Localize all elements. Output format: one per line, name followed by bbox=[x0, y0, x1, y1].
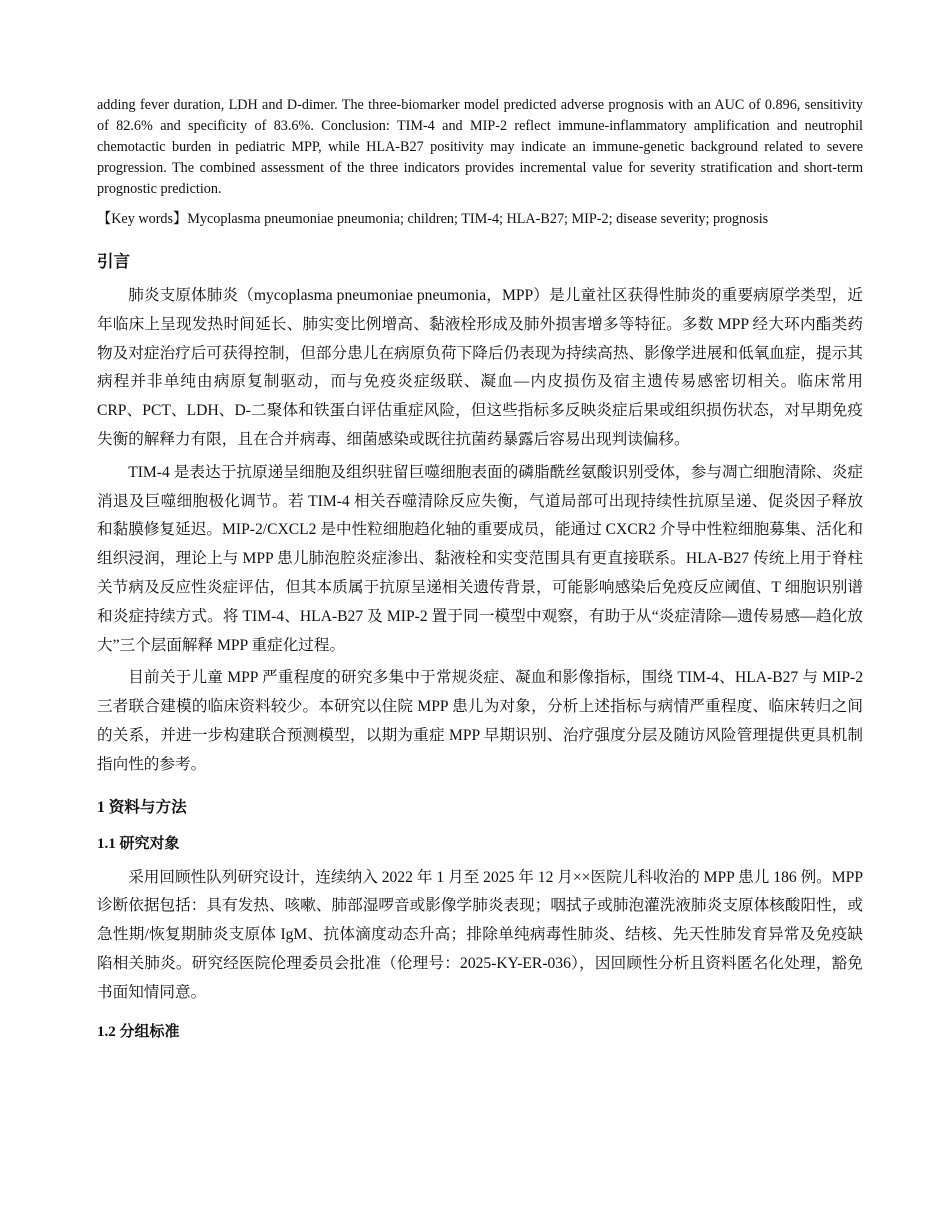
keywords-text: Mycoplasma pneumoniae pneumonia; children; TIM-4; HLA-B27; MIP-2; disease severity; prognosis bbox=[187, 211, 769, 227]
subsection-heading-grouping-criteria: 1.2 分组标准 bbox=[97, 1023, 180, 1040]
document-page bbox=[97, 95, 863, 1052]
intro-paragraph-3: 目前关于儿童 MPP 严重程度的研究多集中于常规炎症、凝血和影像指标，围绕 TIM-4、HLA-B27 与 MIP-2 三者联合建模的临床资料较少。本研究以住院 MPP 患儿为对象，分析上述指标与病情严重程度、临床转归之间的关系，并进一步构建联合预测模型，以期为重症 MPP 早期识别、治疗强度分层及随访风险管理提供更具机制指向性的参考。 bbox=[97, 669, 863, 773]
abstract-english-tail: adding fever duration, LDH and D-dimer. The three-biomarker model predicted adverse prognosis with an AUC of 0.896, sensitivity of 82.6% and specificity of 83.6%. Conclusion: TIM-4 and MIP-2 reflect immune-inflammatory amplification and neutrophil chemotactic burden in pediatric MPP, while HLA-B27 positivity may indicate an immune-genetic background related to severe progression. The combined assessment of the three indicators provides incremental value for severity stratification and short-term prognostic prediction. bbox=[97, 97, 863, 197]
keywords-label: 【Key words】 bbox=[97, 211, 188, 227]
methods-heading: 1 资料与方法 bbox=[97, 798, 187, 816]
intro-paragraph-1: 肺炎支原体肺炎（mycoplasma pneumoniae pneumonia，MPP）是儿童社区获得性肺炎的重要病原学类型，近年临床上呈现发热时间延长、肺实变比例增高、黏液栓形成及肺外损害增多等特征。多数 MPP 经大环内酯类药物及对症治疗后可获得控制，但部分患儿在病原负荷下降后仍表现为持续高热、影像学进展和低氧血症，提示其病程并非单纯由病原复制驱动，而与免疫炎症级联、凝血—内皮损伤及宿主遗传易感密切相关。临床常用 CRP、PCT、LDH、D-二聚体和铁蛋白评估重症风险，但这些指标多反映炎症后果或组织损伤状态，对早期免疫失衡的解释力有限，且在合并病毒、细菌感染或既往抗菌药暴露后容易出现判读偏移。 bbox=[97, 287, 863, 448]
intro-paragraph-2: TIM-4 是表达于抗原递呈细胞及组织驻留巨噬细胞表面的磷脂酰丝氨酸识别受体，参与凋亡细胞清除、炎症消退及巨噬细胞极化调节。若 TIM-4 相关吞噬清除反应失衡，气道局部可出现持续性抗原呈递、促炎因子释放和黏膜修复延迟。MIP-2/CXCL2 是中性粒细胞趋化轴的重要成员，能通过 CXCR2 介导中性粒细胞募集、活化和组织浸润，理论上与 MPP 患儿肺泡腔炎症渗出、黏液栓和实变范围具有更直接联系。HLA-B27 传统上用于脊柱关节病及反应性炎症评估，但其本质属于抗原呈递相关遗传背景，可能影响感染后免疫反应阈值、T 细胞识别谱和炎症持续方式。将 TIM-4、HLA-B27 及 MIP-2 置于同一模型中观察，有助于从“炎症清除—遗传易感—趋化放大”三个层面解释 MPP 重症化过程。 bbox=[97, 463, 863, 654]
subsection-heading-study-subjects: 1.1 研究对象 bbox=[97, 835, 180, 852]
keywords-line bbox=[97, 209, 863, 230]
study-subjects-paragraph: 采用回顾性队列研究设计，连续纳入 2022 年 1 月至 2025 年 12 月××医院儿科收治的 MPP 患儿 186 例。MPP 诊断依据包括：具有发热、咳嗽、肺部湿啰音或影像学肺炎表现；咽拭子或肺泡灌洗液肺炎支原体核酸阳性，或急性期/恢复期肺炎支原体 IgM、抗体滴度动态升高；排除单纯病毒性肺炎、结核、先天性肺发育异常及免疫缺陷相关肺炎。研究经医院伦理委员会批准（伦理号：2025-KY-ER-036），因回顾性分析且资料匿名化处理，豁免书面知情同意。 bbox=[97, 868, 863, 1001]
intro-heading: 引言 bbox=[97, 252, 130, 271]
